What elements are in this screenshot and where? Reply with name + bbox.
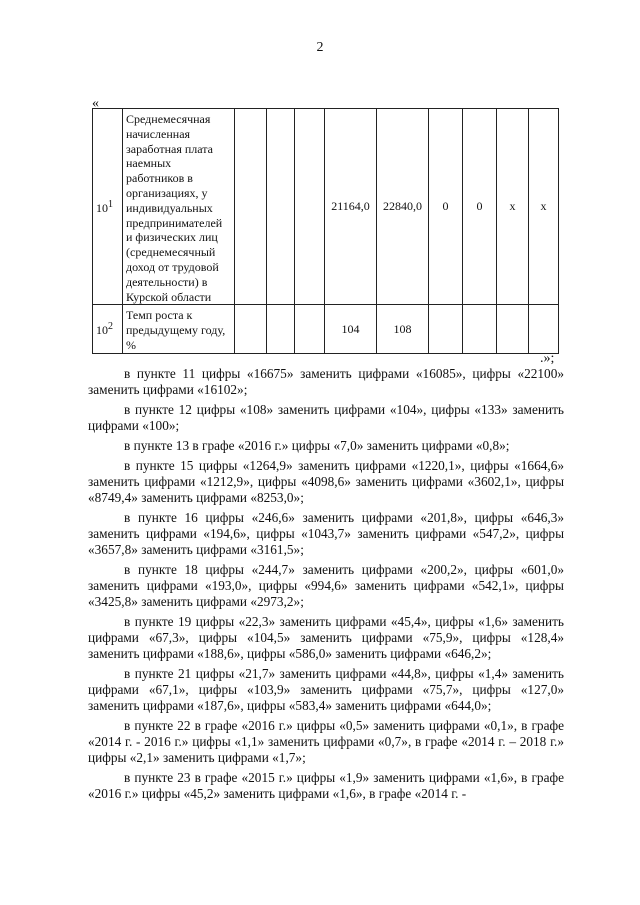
row-number-superscript: 2 bbox=[108, 321, 113, 333]
page-number: 2 bbox=[316, 40, 324, 55]
table-row bbox=[93, 109, 559, 305]
amendment-paragraph: в пункте 18 цифры «244,7» заменить цифрами «200,2», цифры «601,0» заменить цифрами «193,0», цифры «994,6» заменить цифрами «542,1», цифры «3425,8» заменить цифрами «2973,2»; bbox=[88, 562, 564, 609]
value-cell: 22840,0 bbox=[377, 109, 429, 305]
amendment-paragraph: в пункте 23 в графе «2015 г.» цифры «1,9» заменить цифрами «1,6», в графе «2016 г.» цифры «45,2» заменить цифрами «1,6», в графе «2014 г. - bbox=[88, 770, 564, 801]
value-cell: 0 bbox=[429, 109, 463, 305]
value-cell bbox=[497, 305, 529, 353]
row-number: 10 bbox=[96, 200, 108, 215]
value-cell: 108 bbox=[377, 305, 429, 353]
value-cell bbox=[267, 109, 295, 305]
amendment-paragraph: в пункте 19 цифры «22,3» заменить цифрами «45,4», цифры «1,6» заменить цифрами «67,3», цифры «104,5» заменить цифрами «75,9», цифры «128,4» заменить цифрами «188,6», цифры «586,0» заменить цифрами «646,2»; bbox=[88, 614, 564, 661]
value-cell bbox=[235, 305, 267, 353]
amendment-paragraph: в пункте 13 в графе «2016 г.» цифры «7,0» заменить цифрами «0,8»; bbox=[124, 438, 510, 453]
amendment-table bbox=[92, 108, 559, 354]
row-number-cell bbox=[93, 305, 123, 353]
closing-quote-mark: .»; bbox=[540, 351, 555, 366]
value-cell bbox=[463, 305, 497, 353]
value-cell bbox=[295, 305, 325, 353]
indicator-name-cell: Темп роста к предыдущему году, % bbox=[123, 305, 235, 353]
amendment-paragraph: в пункте 15 цифры «1264,9» заменить цифрами «1220,1», цифры «1664,6» заменить цифрами «1212,9», цифры «4098,6» заменить цифрами «3602,1», цифры «8749,4» заменить цифрами «8253,0»; bbox=[88, 458, 564, 505]
opening-quote-mark: « bbox=[92, 96, 99, 111]
value-cell: x bbox=[529, 109, 559, 305]
value-cell bbox=[235, 109, 267, 305]
value-cell bbox=[295, 109, 325, 305]
value-cell bbox=[429, 305, 463, 353]
row-number: 10 bbox=[96, 323, 108, 338]
row-number-superscript: 1 bbox=[108, 198, 113, 210]
value-cell: 104 bbox=[325, 305, 377, 353]
amendment-paragraph: в пункте 12 цифры «108» заменить цифрами «104», цифры «133» заменить цифрами «100»; bbox=[88, 402, 564, 433]
value-cell: 21164,0 bbox=[325, 109, 377, 305]
amendment-paragraph: в пункте 21 цифры «21,7» заменить цифрами «44,8», цифры «1,4» заменить цифрами «67,1», цифры «103,9» заменить цифрами «75,7», цифры «127,0» заменить цифрами «187,6», цифры «583,4» заменить цифрами «644,0»; bbox=[88, 666, 564, 713]
value-cell: x bbox=[497, 109, 529, 305]
indicator-name-cell: Среднемесячная начисленная заработная плата наемных работников в организациях, у индивидуальных предпринимателей и физических лиц (среднемесячный доход от трудовой деятельности) в Курской области bbox=[123, 109, 235, 305]
amendment-paragraph: в пункте 16 цифры «246,6» заменить цифрами «201,8», цифры «646,3» заменить цифрами «194,6», цифры «1043,7» заменить цифрами «547,2», цифры «3657,8» заменить цифрами «3161,5»; bbox=[88, 510, 564, 557]
value-cell bbox=[267, 305, 295, 353]
amendment-paragraph: в пункте 11 цифры «16675» заменить цифрами «16085», цифры «22100» заменить цифрами «16102»; bbox=[88, 366, 564, 397]
row-number-cell bbox=[93, 109, 123, 305]
table-row bbox=[93, 305, 559, 353]
value-cell: 0 bbox=[463, 109, 497, 305]
amendment-paragraph: в пункте 22 в графе «2016 г.» цифры «0,5» заменить цифрами «0,1», в графе «2014 г. - 2016 г.» цифры «1,1» заменить цифрами «0,7», в графе «2014 г. – 2018 г.» цифры «2,1» заменить цифрами «1,7»; bbox=[88, 718, 564, 765]
value-cell bbox=[529, 305, 559, 353]
amendment-text bbox=[88, 366, 564, 806]
